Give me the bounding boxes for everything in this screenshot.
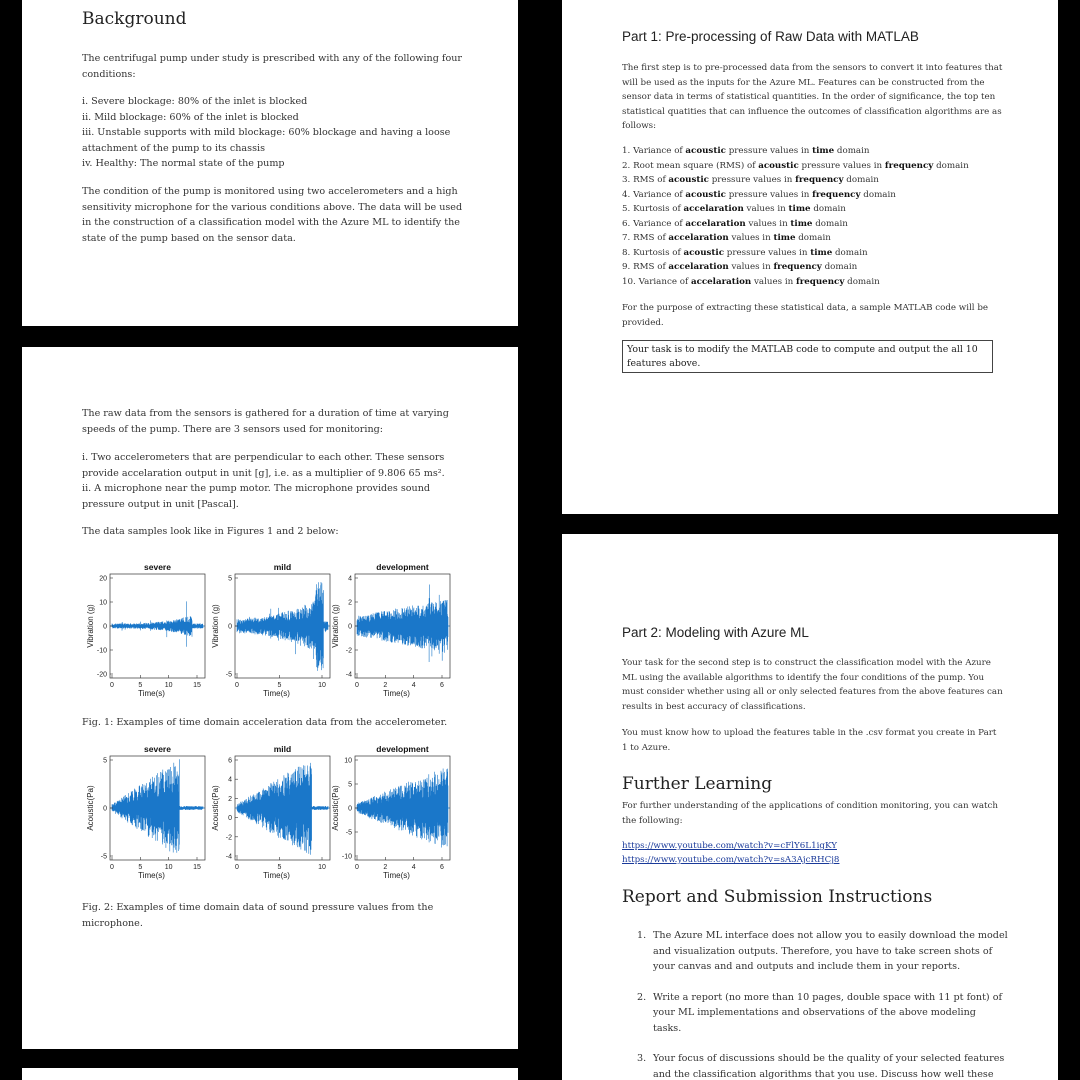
plot-panel-development [331,562,450,698]
sensor-list [82,450,462,512]
text-line: The centrifugal pump under study is prescribed with any of the following four [82,53,462,64]
panel-title: development [376,562,429,572]
x-tick-label: 4 [411,682,416,689]
text-line: Your task for the second step is to construct the classification model with the Azure [622,658,991,668]
x-tick-label: 2 [383,682,388,689]
feature-text: pressure values in [708,175,796,185]
x-tick-label: 2 [383,864,388,871]
heading-background: Background [82,9,187,29]
condition-item: i. Severe blockage: 80% of the inlet is blocked [82,96,308,107]
feature-text: 10. [622,276,636,287]
condition-item: iii. Unstable supports with mild blockage: 60% blockage and having a loose [82,127,451,138]
signal-trace [112,601,203,646]
feature-keyword: accelaration [690,276,752,287]
feature-item [622,144,1002,159]
feature-text: domain [843,175,879,185]
x-axis-label: Time(s) [263,689,290,698]
y-axis-label: Acoustic(Pa) [211,785,220,831]
feature-keyword: acoustic [758,160,799,171]
feature-text: Variance of [633,146,686,156]
instruction-item [637,1051,1005,1080]
text-line: The condition of the pump is monitored using two accelerometers and a high [82,186,458,197]
instruction-text [653,928,1008,975]
plot-panel-severe [86,562,205,698]
x-tick-label: 5 [138,682,143,689]
feature-keyword: acoustic [668,175,709,185]
text-line: speeds of the pump. There are 3 sensors used for monitoring: [82,423,384,435]
feature-text: RMS of [633,233,669,243]
video-links [622,839,839,867]
y-tick-label: -10 [96,647,107,655]
feature-item [622,246,1002,261]
y-tick-label: -5 [225,671,232,679]
feature-text: Variance of [633,218,686,229]
feature-text: 7. [622,233,631,243]
text-line: For the purpose of extracting these statistical data, a sample MATLAB code will be [622,303,989,313]
x-tick-label: 10 [318,682,326,689]
instruction-item [637,990,1003,1037]
feature-text: pressure values in [725,189,813,200]
feature-text: pressure values in [724,247,811,258]
feature-text: domain [844,276,880,287]
feature-keyword: acoustic [685,146,726,156]
feature-keyword: acoustic [685,189,726,200]
y-tick-label: -10 [341,853,352,861]
y-tick-label: -2 [345,647,352,655]
x-tick-label: 5 [277,682,282,689]
x-tick-label: 5 [277,864,282,871]
text-line: provided. [622,317,664,328]
feature-keyword: frequency [795,175,844,185]
raw-data-paragraph [82,406,462,437]
panel-title: mild [273,744,292,754]
sensor-item: pressure output in unit [Pascal]. [82,498,239,510]
text-line: sensor data in terms of statistical quantities. In the order of significance, the top ten [622,92,996,102]
text-line: features above. [627,357,701,369]
feature-text: pressure values in [725,146,813,156]
y-axis-label: Vibration (g) [211,604,220,648]
text-line: Your focus of discussions should be the quality of your selected features [653,1053,1005,1064]
feature-text: Variance of [638,276,691,287]
page-part1 [562,0,1058,514]
text-line: Fig. 2: Examples of time domain data of sound pressure values from the [82,902,434,913]
feature-keyword: accelaration [668,233,729,243]
features-list [622,144,1002,289]
heading-further-learning: Further Learning [622,774,773,794]
conditions-list [82,94,462,172]
feature-keyword: time [810,247,833,258]
text-line: ML using the available algorithms to identify the four conditions of the pump. You [622,672,985,683]
condition-item: ii. Mild blockage: 60% of the inlet is blocked [82,111,299,123]
instruction-number: 3. [637,1053,647,1064]
y-axis-label: Vibration (g) [331,604,340,648]
text-line: results in best accuracy of classifications. [622,701,806,712]
x-tick-label: 0 [110,682,114,689]
further-paragraph [622,799,1002,828]
feature-text: 3. [622,175,631,185]
signal-trace [237,582,328,671]
text-line: You must know how to upload the features table in the .csv format you create in Part [622,728,997,738]
x-axis-label: Time(s) [383,871,410,880]
text-line: The first step is to pre-processed data from the sensors to convert it into features that [622,63,1003,73]
panel-title: development [376,744,429,754]
feature-keyword: accelaration [668,262,729,272]
x-axis-label: Time(s) [383,689,410,698]
x-axis-label: Time(s) [263,871,290,880]
y-tick-label: 10 [99,599,107,607]
instruction-item [637,928,1008,975]
instruction-text [653,990,1002,1037]
sensor-item: provide accelaration output in unit [g], i.e. as a multiplier of 9.806 65 ms². [82,467,445,479]
y-tick-label: -4 [345,671,352,679]
x-tick-label: 0 [355,864,359,871]
page-next-sliver [22,1068,518,1080]
intro-paragraph [82,51,462,82]
purpose-paragraph [622,301,1002,330]
video-link-2[interactable]: https://www.youtube.com/watch?v=sA3AjcRHCj8 [622,855,840,865]
feature-item [622,188,1002,203]
y-axis-label: Acoustic(Pa) [86,785,95,831]
text-line: For further understanding of the applications of condition monitoring, you can watch [622,801,998,811]
x-tick-label: 15 [193,682,201,689]
feature-text: 8. [622,247,631,258]
y-tick-label: 10 [344,757,352,765]
instruction-number: 2. [637,991,647,1003]
text-line: your canvas and and outputs and include them in your reports. [653,961,961,972]
y-tick-label: 4 [228,776,232,784]
plot-panel-development [331,744,450,880]
plot-panel-mild [211,562,330,698]
heading-part2: Part 2: Modeling with Azure ML [622,625,809,640]
y-tick-label: 0 [348,805,352,813]
y-tick-label: 20 [99,575,107,583]
video-link-1[interactable]: https://www.youtube.com/watch?v=cFlY6L1igKY [622,841,837,851]
y-tick-label: 2 [348,599,352,607]
y-tick-label: -5 [345,829,352,837]
x-tick-label: 0 [355,682,359,689]
text-line: Your task is to modify the MATLAB code to compute and output the all 10 [627,344,978,355]
feature-item [622,159,1002,174]
feature-text: domain [860,189,896,200]
text-line: The Azure ML interface does not allow you to easily download the model [653,930,1008,941]
x-tick-label: 6 [440,682,444,689]
x-axis-label: Time(s) [138,689,165,698]
feature-item [622,260,1002,275]
feature-text: values in [751,276,796,287]
y-axis-label: Acoustic(Pa) [331,785,340,831]
heading-part1: Part 1: Pre-processing of Raw Data with MATLAB [622,29,919,44]
condition-item: attachment of the pump to its chassis [82,142,265,154]
feature-keyword: frequency [812,189,861,200]
y-tick-label: 5 [348,781,352,789]
instruction-text [653,1051,1004,1080]
feature-keyword: accelaration [683,204,744,214]
x-tick-label: 10 [164,682,173,689]
upload-paragraph [622,726,1002,755]
condition-item: iv. Healthy: The normal state of the pump [82,158,285,169]
text-line: in the construction of a classification model with the Azure ML to identify the [82,217,460,228]
text-line: follows: [622,121,657,131]
sensor-item: ii. A microphone near the pump motor. The microphone provides sound [82,483,431,494]
y-tick-label: 0 [103,805,107,813]
y-tick-label: 0 [348,623,352,631]
x-tick-label: 0 [235,864,239,871]
figure-1-acceleration [82,560,467,710]
signal-trace [112,759,203,853]
instruction-number: 1. [637,930,647,941]
x-tick-label: 5 [138,864,143,871]
page-part2 [562,534,1058,1080]
part2-task [622,656,1002,714]
feature-text: values in [728,262,774,272]
text-line: the following: [622,815,683,826]
figure-1-caption: Fig. 1: Examples of time domain acceleration data from the accelerometer. [82,717,448,728]
x-tick-label: 10 [164,864,173,871]
x-tick-label: 6 [440,864,444,871]
y-tick-label: -20 [96,671,107,679]
feature-text: domain [795,233,831,243]
feature-keyword: time [773,233,796,243]
feature-text: 9. [622,262,631,272]
feature-text: RMS of [633,175,669,185]
y-tick-label: -2 [225,834,232,842]
feature-text: values in [728,233,774,243]
feature-text: 6. [622,218,631,229]
y-tick-label: 4 [348,575,352,583]
feature-text: 5. [622,204,631,214]
figure-2-caption [82,900,462,931]
y-tick-label: 2 [228,795,232,803]
x-axis-label: Time(s) [138,871,165,880]
feature-text: domain [810,204,846,214]
task-box [622,340,993,373]
feature-keyword: frequency [884,160,934,171]
x-tick-label: 10 [318,864,326,871]
y-tick-label: -5 [100,853,107,861]
x-tick-label: 15 [193,864,201,871]
feature-text: Kurtosis of [633,204,684,214]
panel-title: mild [273,562,292,572]
plot-panel-mild [211,744,330,880]
feature-keyword: time [788,204,811,214]
feature-item [622,231,1002,246]
feature-text: Root mean square (RMS) of [633,160,759,171]
feature-keyword: time [790,218,813,229]
heading-report: Report and Submission Instructions [622,887,933,907]
part1-intro [622,61,1002,134]
text-line: will be used as the inputs for the Azure ML. Features can be constructed from the [622,77,985,88]
feature-keyword: time [812,146,835,156]
samples-sentence: The data samples look like in Figures 1 and 2 below: [82,526,339,537]
feature-text: pressure values in [798,160,885,171]
figure-2-acoustic [82,742,467,897]
text-line: conditions: [82,68,136,80]
feature-item [622,173,1002,188]
plot-panel-severe [86,744,205,880]
feature-text: Kurtosis of [633,247,684,258]
signal-trace [357,585,448,663]
feature-item [622,275,1002,290]
y-axis-label: Vibration (g) [86,604,95,648]
page-raw-data [22,347,518,1049]
text-line: Write a report (no more than 10 pages, double space with 11 pt font) of [653,991,1003,1003]
text-line: your ML implementations and observations of the above modeling [653,1007,976,1018]
text-line: microphone. [82,917,143,929]
text-line: statistical quatities that can influence the outcomes of classification algorithms are as [622,106,1002,117]
feature-item [622,217,1002,232]
feature-text: values in [743,204,789,214]
y-tick-label: 0 [103,623,107,631]
y-tick-label: 5 [228,575,232,583]
feature-text: values in [745,218,791,229]
text-line: sensitivity microphone for the various conditions above. The data will be used [82,201,463,213]
feature-text: domain [834,146,870,156]
page-background [22,0,518,326]
feature-keyword: frequency [795,276,845,287]
text-line: state of the pump based on the sensor data. [82,232,296,244]
text-line: and visualization outputs. Therefore, you have to take screen shots of [653,945,993,957]
y-tick-label: 0 [228,623,232,631]
feature-text: 1. [622,146,631,156]
y-tick-label: 0 [228,815,232,823]
text-line: The raw data from the sensors is gathered for a duration of time at varying [82,408,449,419]
y-tick-label: -4 [225,853,232,861]
y-tick-label: 5 [103,757,107,765]
feature-item [622,202,1002,217]
panel-title: severe [144,562,171,572]
text-line: must consider whether using all or only selected features from the above features can [622,687,1003,697]
x-tick-label: 0 [110,864,114,871]
x-tick-label: 0 [235,682,239,689]
feature-text: 4. [622,189,631,200]
text-line: and the classification algorithms that you use. Discuss how well these [653,1068,994,1080]
text-line: 1 to Azure. [622,742,671,753]
monitoring-paragraph [82,184,462,246]
signal-trace [237,763,328,855]
feature-text: RMS of [633,262,669,272]
feature-text: 2. [622,160,631,171]
feature-text: domain [821,262,858,272]
text-line: tasks. [653,1022,682,1034]
y-tick-label: 6 [228,757,232,765]
feature-text: Variance of [633,189,686,200]
instructions-list [637,928,1008,1080]
feature-keyword: accelaration [685,218,746,229]
feature-text: domain [812,218,848,229]
sensor-item: i. Two accelerometers that are perpendicular to each other. These sensors [82,452,445,463]
x-tick-label: 4 [411,864,416,871]
feature-keyword: frequency [773,262,822,272]
panel-title: severe [144,744,171,754]
feature-text: domain [933,160,969,171]
feature-keyword: acoustic [683,247,725,258]
feature-text: domain [832,247,868,258]
